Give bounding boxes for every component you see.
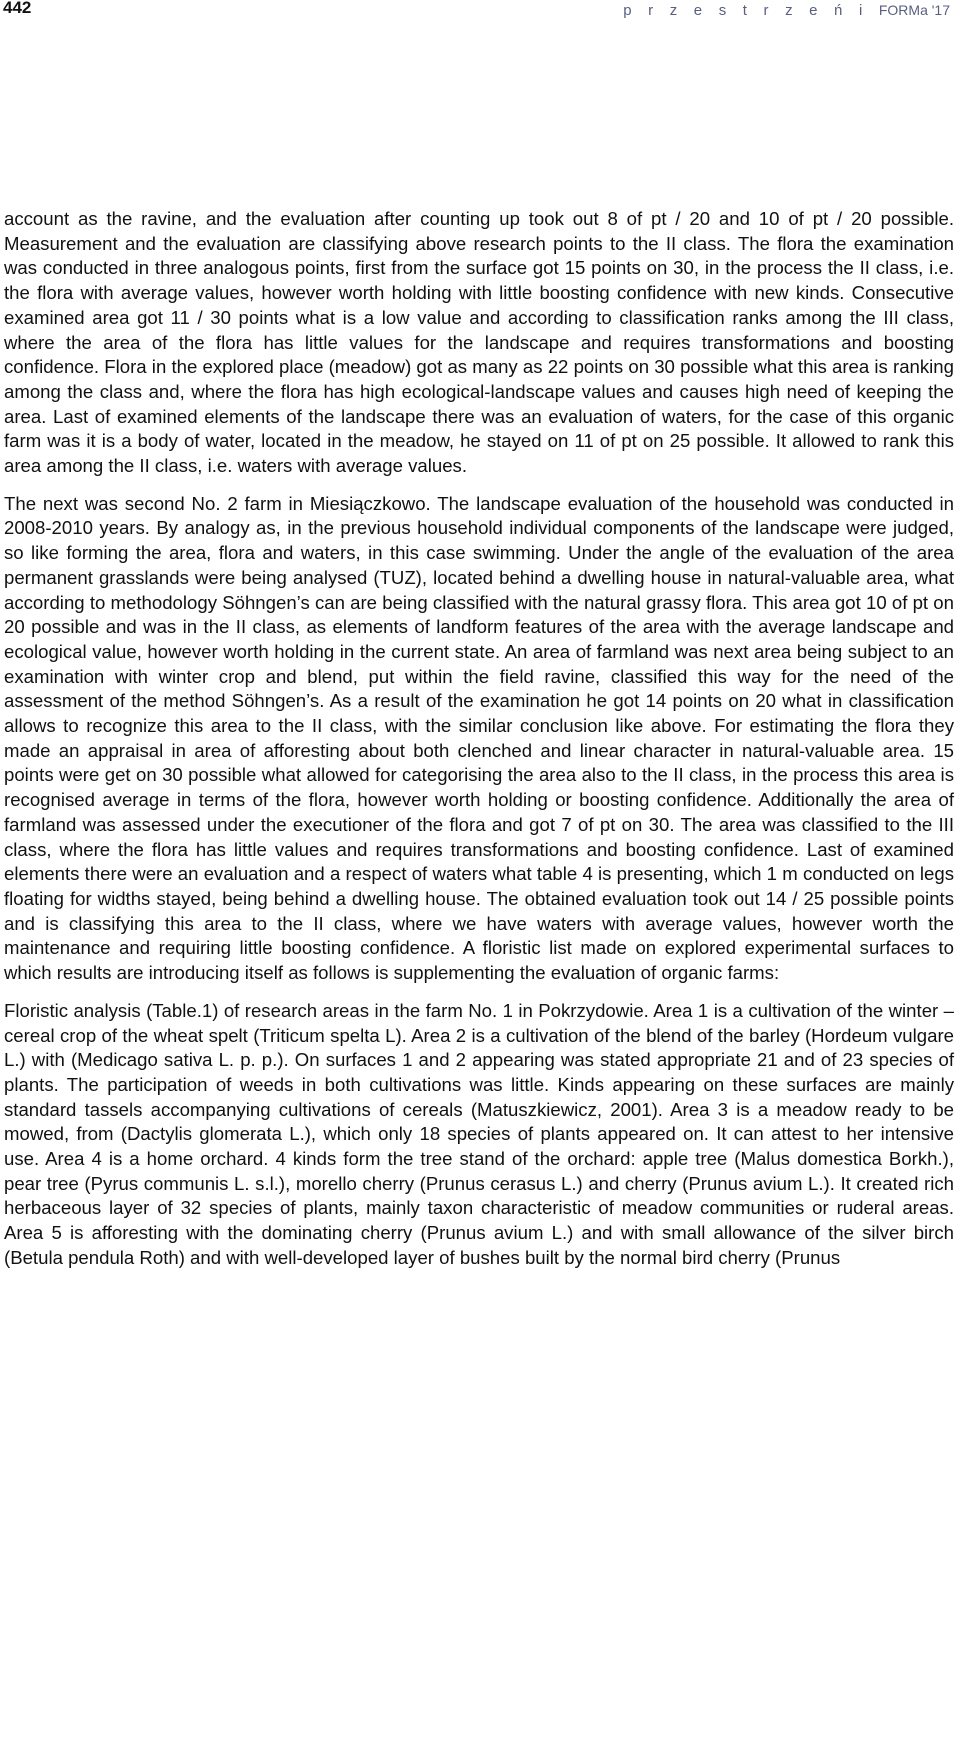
page-header [0, 0, 960, 28]
journal-name-forma: FORMa [878, 2, 928, 18]
journal-year: '17 [927, 2, 950, 18]
paragraph-2: The next was second No. 2 farm in Miesiączkowo. The landscape evaluation of the household was conducted in 2008-2010 years. By analogy as, in the previous household individual components of the landscape were judged, so like forming the area, flora and waters, in this case swimming. Under the angle of the evaluation of the area permanent grasslands were being analysed (TUZ), located behind a dwelling house in natural-valuable area, what according to methodology Söhngen’s can are being classified with the natural grassy flora. This area got 10 of pt on 20 possible and was in the II class, as elements of landform features of the area with the average landscape and ecological value, however worth holding in the current state. An area of farmland was next area being subject to an examination with winter crop and blend, put within the field ravine, classified this way for the need of the assessment of the method Söhngen’s. As a result of the examination he got 14 points on 20 what in classification allows to recognize this area to the II class, with the similar conclusion like above. For estimating the flora they made an appraisal in area of afforesting about both clenched and linear character in natural-valuable area. 15 points were get on 30 possible what allowed for categorising the area also to the II class, in the process this area is recognised average in terms of the flora, however worth holding or boosting confidence. Additionally the area of farmland was assessed under the executioner of the flora and got 7 of pt on 30. The area was classified to the III class, where the flora has little values and requires transformations and boosting confidence. Last of examined elements there were an evaluation and a respect of waters what table 4 is presenting, which 1 m conducted on legs floating for widths stayed, being behind a dwelling house. The obtained evaluation took out 14 / 25 possible points and is classifying this area to the II class, where we have waters with average values, however worth the maintenance and requiring little boosting confidence. A floristic list made on explored experimental surfaces to which results are introducing itself as follows is supplementing the evaluation of organic farms: [4, 492, 954, 984]
journal-name [623, 2, 950, 19]
journal-name-spaced: p r z e s t r z e ń i [623, 2, 879, 19]
page-number: 442 [3, 0, 32, 17]
header-rule [0, 26, 960, 27]
paragraph-1: account as the ravine, and the evaluation after counting up took out 8 of pt / 20 and 10 of pt / 20 possible. Measurement and the evaluation are classifying above research points to the II class. The flora the examination was conducted in three analogous points, first from the surface got 15 points on 30, in the process the II class, i.e. the flora with average values, however worth holding with little boosting confidence with new kinds. Consecutive examined area got 11 / 30 points what is a low value and according to classification ranks among the III class, where the area of the flora has little values for the landscape and requires transformations and boosting confidence. Flora in the explored place (meadow) got as many as 22 points on 30 possible what this area is ranking among the class and, where the flora has high ecological-landscape values and causes high need of keeping the area. Last of examined elements of the landscape there was an evaluation of waters, for the case of this organic farm was it is a body of water, located in the meadow, he stayed on 11 of pt on 25 possible. It allowed to rank this area among the II class, i.e. waters with average values. [4, 208, 954, 477]
article-body [4, 207, 954, 1271]
paragraph-3: Floristic analysis (Table.1) of research areas in the farm No. 1 in Pokrzydowie. Area 1 is a cultivation of the winter – cereal crop of the wheat spelt (Triticum spelta L). Area 2 is a cultivation of the blend of the barley (Hordeum vulgare L.) with (Medicago sativa L. p. p.). On surfaces 1 and 2 appearing was stated appropriate 21 and of 23 species of plants. The participation of weeds in both cultivations was little. Kinds appearing on these surfaces are mainly standard tassels accompanying cultivations of cereals (Matuszkiewicz, 2001). Area 3 is a meadow ready to be mowed, from (Dactylis glomerata L.), which only 18 species of plants appeared on. It can attest to her intensive use. Area 4 is a home orchard. 4 kinds form the tree stand of the orchard: apple tree (Malus domestica Borkh.), pear tree (Pyrus communis L. s.l.), morello cherry (Prunus cerasus L.) and cherry (Prunus avium L.). It created rich herbaceous layer of 32 species of plants, mainly taxon characteristic of meadow communities or ruderal areas. Area 5 is afforesting with the dominating cherry (Prunus avium L.) and with small allowance of the silver birch (Betula pendula Roth) and with well-developed layer of bushes built by the normal bird cherry (Prunus [4, 999, 954, 1268]
